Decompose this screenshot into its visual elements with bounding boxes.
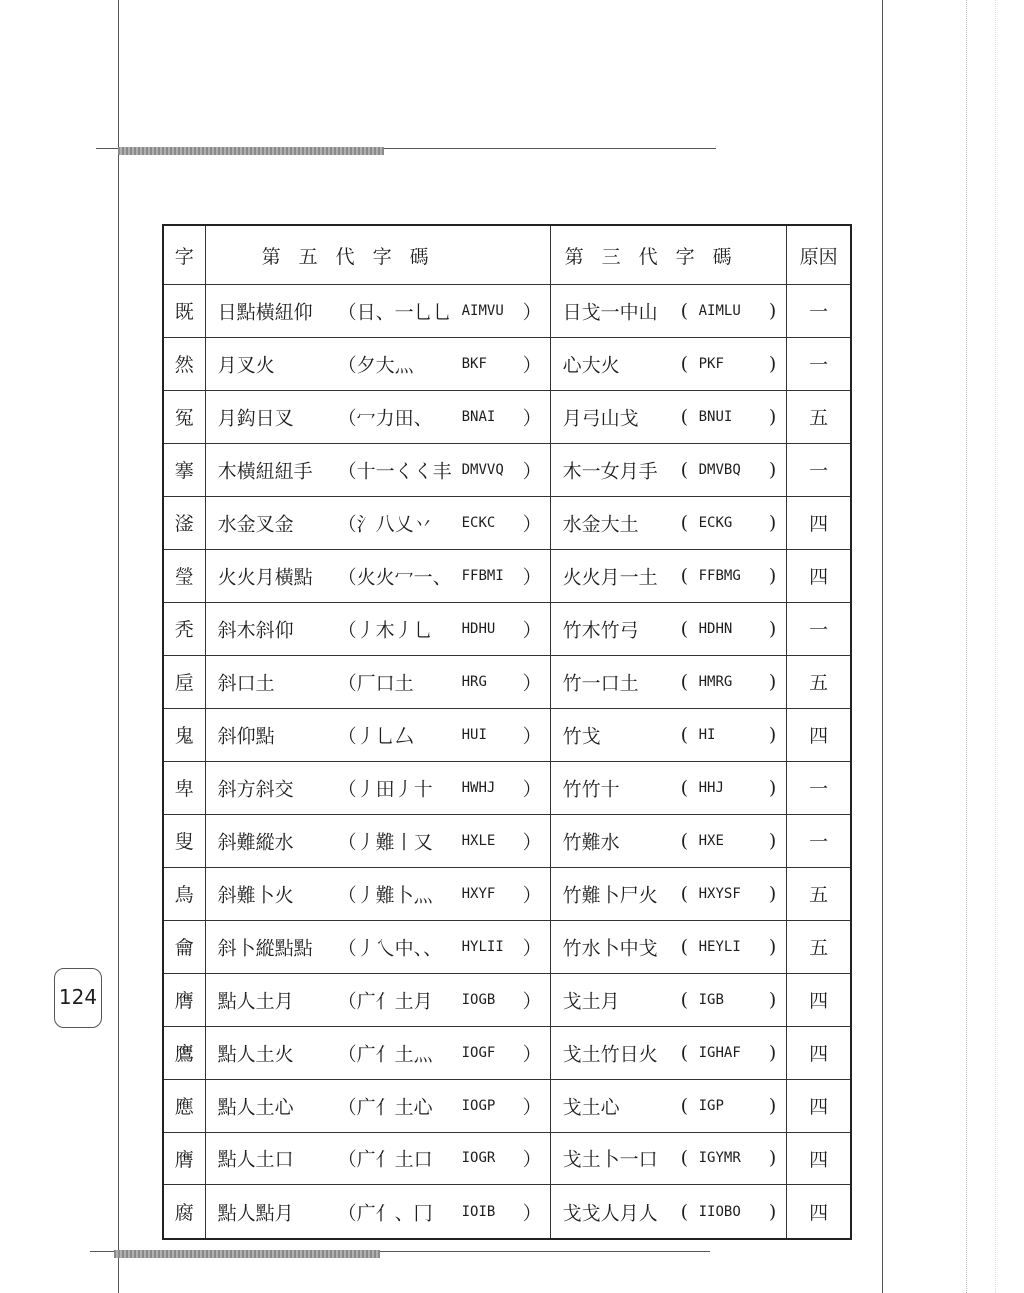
third-gen-code: IIOBO (698, 1203, 741, 1220)
third-gen-cell (550, 1185, 787, 1239)
close-paren: ） (522, 301, 542, 324)
third-gen-name: 水金大土 (562, 513, 639, 536)
row-char: 冤 (163, 390, 205, 443)
fifth-gen-cell (205, 761, 550, 814)
row-char: 腐 (163, 1185, 205, 1239)
close-paren: ) (768, 299, 777, 322)
close-paren: ） (522, 831, 542, 854)
header-reason: 原因 (787, 225, 851, 285)
third-gen-cell (550, 337, 787, 390)
third-gen-code: HI (698, 726, 716, 743)
header-char: 字 (163, 225, 205, 285)
fifth-gen-name: 月鈎日叉 (217, 407, 294, 430)
page-number: 124 (54, 968, 102, 1028)
fifth-gen-code: FFBMI (461, 567, 504, 584)
fifth-gen-radicals: 丿難丨又 (356, 831, 433, 854)
fifth-gen-radicals: 火火冖一、 (356, 566, 452, 589)
fifth-gen-name: 點人土月 (217, 990, 294, 1013)
fifth-gen-code: IOGF (461, 1044, 496, 1061)
table-row (163, 1026, 851, 1079)
close-paren: ) (768, 935, 777, 958)
fifth-gen-name: 斜木斜仰 (217, 619, 294, 642)
close-paren: ） (522, 937, 542, 960)
fifth-gen-code: IOIB (461, 1203, 496, 1220)
top-bar (118, 147, 384, 155)
table-row (163, 496, 851, 549)
fifth-gen-radicals: 广亻土口 (356, 1148, 433, 1171)
fifth-gen-radicals: 氵八乂丷 (356, 513, 433, 536)
row-reason: 五 (787, 867, 851, 920)
fifth-gen-code: HXLE (461, 832, 496, 849)
third-gen-cell (550, 602, 787, 655)
table-row (163, 973, 851, 1026)
fifth-gen-cell (205, 1079, 550, 1132)
fifth-gen-radicals: 广亻土灬 (356, 1043, 433, 1066)
open-paren: ( (680, 1147, 689, 1170)
fifth-gen-name: 斜卜縱點點 (217, 937, 313, 960)
open-paren: ( (680, 829, 689, 852)
row-char: 鬼 (163, 708, 205, 761)
table-row (163, 549, 851, 602)
open-paren: ( (680, 1041, 689, 1064)
fifth-gen-code: BKF (461, 355, 487, 372)
fifth-gen-code: IOGP (461, 1097, 496, 1114)
open-paren: ( (680, 1094, 689, 1117)
open-paren: ( (680, 776, 689, 799)
fifth-gen-name: 斜難縱水 (217, 831, 294, 854)
third-gen-name: 月弓山戈 (562, 407, 639, 430)
third-gen-name: 戈土竹日火 (562, 1043, 658, 1066)
row-char: 叟 (163, 814, 205, 867)
open-paren: ( (680, 1200, 689, 1223)
table-row (163, 443, 851, 496)
close-paren: ） (522, 1096, 542, 1119)
third-gen-code: BNUI (698, 408, 733, 425)
fifth-gen-name: 斜難卜火 (217, 884, 294, 907)
close-paren: ） (522, 725, 542, 748)
third-gen-code: HXE (698, 832, 724, 849)
third-gen-code: PKF (698, 355, 724, 372)
fifth-gen-code: HUI (461, 726, 487, 743)
third-gen-name: 竹竹十 (562, 778, 620, 801)
close-paren: ) (768, 1147, 777, 1170)
fifth-gen-parts: （丿難丨又 (337, 831, 433, 854)
third-gen-code: IGP (698, 1097, 724, 1114)
row-char: 然 (163, 337, 205, 390)
third-gen-cell (550, 867, 787, 920)
fifth-gen-parts: （广亻、冂 (337, 1202, 433, 1225)
third-gen-name: 心大火 (562, 354, 620, 377)
third-gen-name: 日戈一中山 (562, 301, 658, 324)
third-gen-code: HXYSF (698, 885, 741, 902)
open-paren: ( (680, 564, 689, 587)
fifth-gen-parts: （火火冖一、 (337, 566, 452, 589)
fifth-gen-cell (205, 390, 550, 443)
close-paren: ） (522, 1148, 542, 1171)
third-gen-cell (550, 655, 787, 708)
close-paren: ) (768, 670, 777, 693)
row-reason: 一 (787, 602, 851, 655)
fifth-gen-name: 斜仰點 (217, 725, 275, 748)
fifth-gen-radicals: 丿難卜灬 (356, 884, 433, 907)
fifth-gen-parts: （冖力田、 (337, 407, 433, 430)
open-paren: ( (680, 352, 689, 375)
row-char: 膺 (163, 1132, 205, 1185)
row-char: 龠 (163, 920, 205, 973)
fifth-gen-radicals: 广亻土心 (356, 1096, 433, 1119)
table-row (163, 920, 851, 973)
third-gen-name: 戈土心 (562, 1096, 620, 1119)
fifth-gen-parts: （丿難卜灬 (337, 884, 433, 907)
row-char: 應 (163, 1079, 205, 1132)
third-gen-name: 木一女月手 (562, 460, 658, 483)
fifth-gen-radicals: 厂口土 (356, 672, 414, 695)
third-gen-name: 竹木竹弓 (562, 619, 639, 642)
fifth-gen-parts: （丿乚厶 (337, 725, 414, 748)
third-gen-cell (550, 1026, 787, 1079)
close-paren: ） (522, 513, 542, 536)
row-reason: 四 (787, 973, 851, 1026)
row-reason: 四 (787, 1185, 851, 1239)
fifth-gen-code: HYLII (461, 938, 504, 955)
fifth-gen-parts: （夕大灬 (337, 354, 414, 377)
fifth-gen-parts: （氵八乂丷 (337, 513, 433, 536)
close-paren: ) (768, 988, 777, 1011)
left-page-border (118, 0, 119, 1293)
row-reason: 四 (787, 1026, 851, 1079)
fifth-gen-name: 月叉火 (217, 354, 275, 377)
table-header-row (163, 225, 851, 285)
close-paren: ) (768, 352, 777, 375)
fifth-gen-cell (205, 1132, 550, 1185)
close-paren: ） (522, 407, 542, 430)
close-paren: ) (768, 776, 777, 799)
close-paren: ） (522, 566, 542, 589)
third-gen-cell (550, 496, 787, 549)
fifth-gen-code: AIMVU (461, 302, 504, 319)
fifth-gen-code: HXYF (461, 885, 496, 902)
fifth-gen-parts: （十一くく丰 (337, 460, 452, 483)
fifth-gen-parts: （广亻土心 (337, 1096, 433, 1119)
third-gen-cell (550, 814, 787, 867)
row-char: 鳥 (163, 867, 205, 920)
close-paren: ) (768, 1041, 777, 1064)
third-gen-cell (550, 708, 787, 761)
third-gen-code: HMRG (698, 673, 733, 690)
right-dotted-margin (966, 0, 967, 1293)
close-paren: ） (522, 460, 542, 483)
fifth-gen-cell (205, 1026, 550, 1079)
third-gen-code: HEYLI (698, 938, 741, 955)
fifth-gen-radicals: 丿乀中、、 (356, 937, 443, 960)
fifth-gen-cell (205, 443, 550, 496)
fifth-gen-radicals: 丿木丿乚 (356, 619, 433, 642)
third-gen-code: DMVBQ (698, 461, 741, 478)
open-paren: ( (680, 458, 689, 481)
close-paren: ) (768, 882, 777, 905)
fifth-gen-name: 木橫紐紐手 (217, 460, 313, 483)
close-paren: ) (768, 829, 777, 852)
close-paren: ） (522, 672, 542, 695)
close-paren: ） (522, 884, 542, 907)
row-char: 秃 (163, 602, 205, 655)
row-reason: 五 (787, 920, 851, 973)
third-gen-code: ECKG (698, 514, 733, 531)
fifth-gen-code: HRG (461, 673, 487, 690)
row-reason: 一 (787, 443, 851, 496)
close-paren: ） (522, 1202, 542, 1225)
fifth-gen-name: 日點橫紐仰 (217, 301, 313, 324)
fifth-gen-code: HWHJ (461, 779, 496, 796)
fifth-gen-radicals: 冖力田、 (356, 407, 433, 430)
fifth-gen-name: 點人土火 (217, 1043, 294, 1066)
right-page-border (882, 0, 883, 1293)
third-gen-name: 戈土卜一口 (562, 1148, 658, 1171)
row-reason: 一 (787, 337, 851, 390)
close-paren: ） (522, 990, 542, 1013)
table-row (163, 337, 851, 390)
fifth-gen-radicals: 丿田丿十 (356, 778, 433, 801)
close-paren: ) (768, 564, 777, 587)
table-row (163, 390, 851, 443)
third-gen-code: HHJ (698, 779, 724, 796)
fifth-gen-name: 斜口土 (217, 672, 275, 695)
fifth-gen-cell (205, 285, 550, 338)
table-row (163, 1079, 851, 1132)
fifth-gen-parts: （广亻土月 (337, 990, 433, 1013)
third-gen-name: 竹水卜中戈 (562, 937, 658, 960)
fifth-gen-name: 水金叉金 (217, 513, 294, 536)
row-reason: 四 (787, 496, 851, 549)
third-gen-cell (550, 285, 787, 338)
row-char: 既 (163, 285, 205, 338)
open-paren: ( (680, 935, 689, 958)
row-char: 垕 (163, 655, 205, 708)
row-reason: 一 (787, 285, 851, 338)
fifth-gen-radicals: 十一くく丰 (356, 460, 452, 483)
third-gen-name: 竹難水 (562, 831, 620, 854)
table-row (163, 708, 851, 761)
fifth-gen-code: HDHU (461, 620, 496, 637)
third-gen-cell (550, 549, 787, 602)
close-paren: ） (522, 1043, 542, 1066)
third-gen-code: AIMLU (698, 302, 741, 319)
fifth-gen-radicals: 日、一乚乚 (356, 301, 452, 324)
row-char: 膺 (163, 973, 205, 1026)
third-gen-cell (550, 1132, 787, 1185)
close-paren: ) (768, 511, 777, 534)
fifth-gen-cell (205, 337, 550, 390)
fifth-gen-code: BNAI (461, 408, 496, 425)
fifth-gen-parts: （广亻土灬 (337, 1043, 433, 1066)
fifth-gen-parts: （广亻土口 (337, 1148, 433, 1171)
fifth-gen-cell (205, 602, 550, 655)
close-paren: ) (768, 617, 777, 640)
table-row (163, 1185, 851, 1239)
fifth-gen-name: 點人點月 (217, 1202, 294, 1225)
third-gen-code: IGHAF (698, 1044, 741, 1061)
third-gen-cell (550, 1079, 787, 1132)
third-gen-name: 戈戈人月人 (562, 1202, 658, 1225)
table-row (163, 867, 851, 920)
fifth-gen-code: IOGB (461, 991, 496, 1008)
fifth-gen-code: DMVVQ (461, 461, 504, 478)
fifth-gen-cell (205, 920, 550, 973)
fifth-gen-cell (205, 814, 550, 867)
row-char: 瑩 (163, 549, 205, 602)
third-gen-cell (550, 761, 787, 814)
open-paren: ( (680, 882, 689, 905)
third-gen-name: 火火月一土 (562, 566, 658, 589)
code-comparison-table (162, 224, 852, 1240)
fifth-gen-parts: （丿乀中、、 (337, 937, 443, 960)
fifth-gen-code: ECKC (461, 514, 496, 531)
table-row (163, 285, 851, 338)
row-char: 滏 (163, 496, 205, 549)
third-gen-code: FFBMG (698, 567, 741, 584)
open-paren: ( (680, 511, 689, 534)
third-gen-name: 竹一口土 (562, 672, 639, 695)
third-gen-cell (550, 443, 787, 496)
close-paren: ) (768, 1094, 777, 1117)
third-gen-cell (550, 973, 787, 1026)
row-reason: 一 (787, 814, 851, 867)
fifth-gen-radicals: 丿乚厶 (356, 725, 414, 748)
open-paren: ( (680, 988, 689, 1011)
row-reason: 五 (787, 390, 851, 443)
row-reason: 一 (787, 761, 851, 814)
third-gen-code: HDHN (698, 620, 733, 637)
close-paren: ) (768, 723, 777, 746)
table-row (163, 814, 851, 867)
row-reason: 四 (787, 1132, 851, 1185)
fifth-gen-radicals: 广亻土月 (356, 990, 433, 1013)
fifth-gen-name: 點人土心 (217, 1096, 294, 1119)
header-fifth-gen: 第五代字碼 (205, 225, 550, 285)
fifth-gen-cell (205, 973, 550, 1026)
close-paren: ) (768, 458, 777, 481)
fifth-gen-cell (205, 496, 550, 549)
row-char: 搴 (163, 443, 205, 496)
fifth-gen-cell (205, 549, 550, 602)
fifth-gen-radicals: 夕大灬 (356, 354, 414, 377)
close-paren: ） (522, 619, 542, 642)
fifth-gen-name: 點人土口 (217, 1148, 294, 1171)
third-gen-name: 竹戈 (562, 725, 601, 748)
fifth-gen-cell (205, 1185, 550, 1239)
row-reason: 五 (787, 655, 851, 708)
fifth-gen-parts: （日、一乚乚 (337, 301, 452, 324)
fifth-gen-cell (205, 655, 550, 708)
fifth-gen-parts: （丿田丿十 (337, 778, 433, 801)
row-reason: 四 (787, 1079, 851, 1132)
bottom-bar (114, 1250, 380, 1258)
row-reason: 四 (787, 549, 851, 602)
open-paren: ( (680, 723, 689, 746)
third-gen-code: IGB (698, 991, 724, 1008)
close-paren: ） (522, 778, 542, 801)
fifth-gen-radicals: 广亻、冂 (356, 1202, 433, 1225)
row-reason: 四 (787, 708, 851, 761)
row-char: 卑 (163, 761, 205, 814)
third-gen-cell (550, 390, 787, 443)
fifth-gen-code: IOGR (461, 1150, 496, 1167)
table-row (163, 655, 851, 708)
close-paren: ） (522, 354, 542, 377)
fifth-gen-parts: （丿木丿乚 (337, 619, 433, 642)
fifth-gen-name: 斜方斜交 (217, 778, 294, 801)
right-dotted-margin-outer (995, 0, 996, 1293)
third-gen-cell (550, 920, 787, 973)
table-row (163, 1132, 851, 1185)
third-gen-code: IGYMR (698, 1150, 741, 1167)
fifth-gen-cell (205, 708, 550, 761)
open-paren: ( (680, 299, 689, 322)
open-paren: ( (680, 670, 689, 693)
open-paren: ( (680, 617, 689, 640)
header-third-gen: 第三代字碼 (550, 225, 787, 285)
fifth-gen-name: 火火月橫點 (217, 566, 313, 589)
row-char: 鷹 (163, 1026, 205, 1079)
fifth-gen-parts: （厂口土 (337, 672, 414, 695)
fifth-gen-cell (205, 867, 550, 920)
third-gen-name: 竹難卜尸火 (562, 884, 658, 907)
third-gen-name: 戈土月 (562, 990, 620, 1013)
table-row (163, 761, 851, 814)
close-paren: ) (768, 405, 777, 428)
close-paren: ) (768, 1200, 777, 1223)
open-paren: ( (680, 405, 689, 428)
table-row (163, 602, 851, 655)
